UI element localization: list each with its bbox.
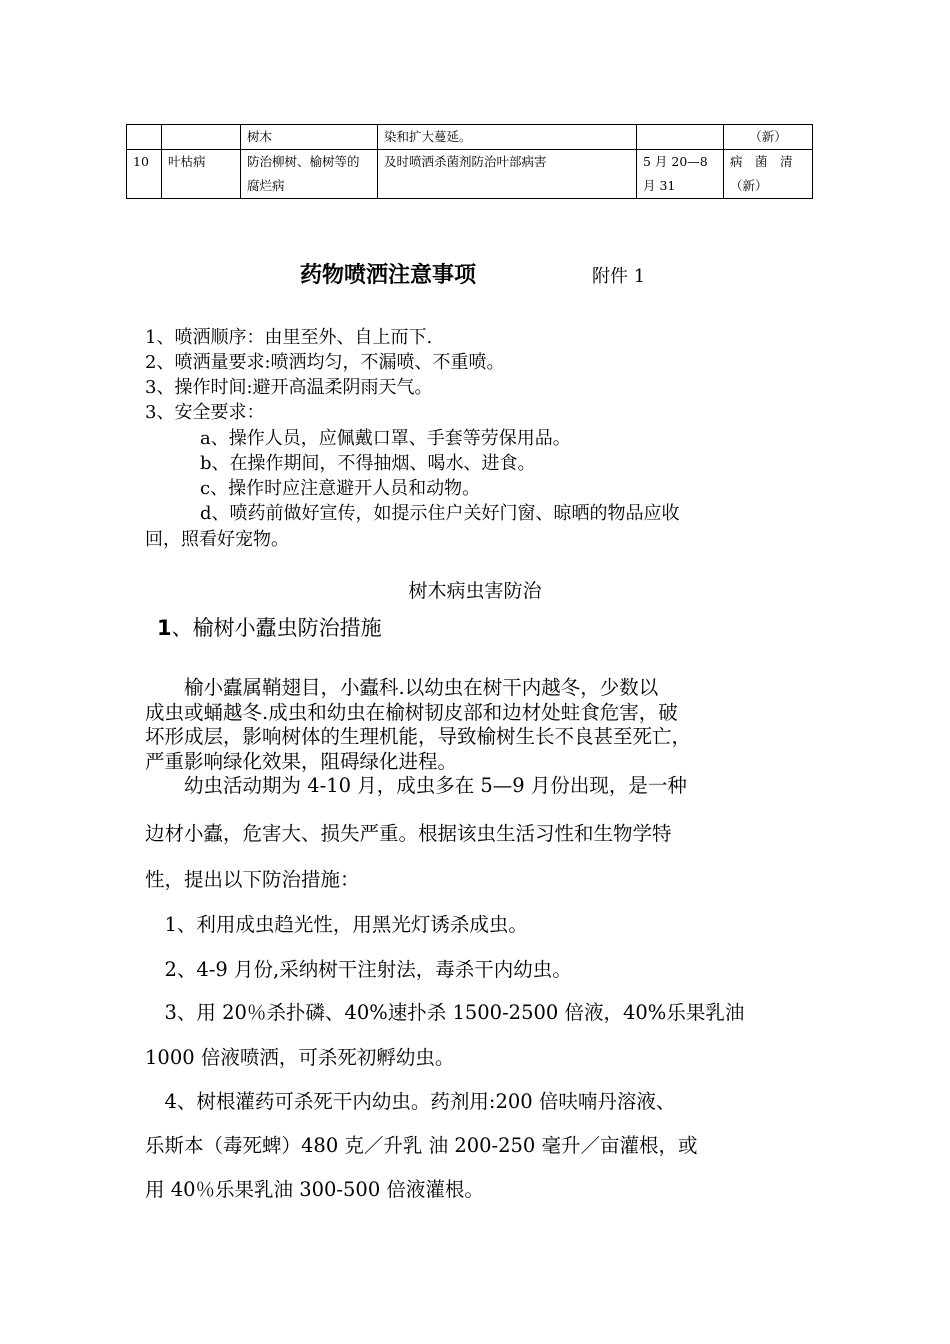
spray-rule: 3、操作时间:避开高温柔阴雨天气。 [145, 377, 433, 398]
table-cell: 10 [127, 150, 162, 199]
spray-rule: 2、喷洒量要求:喷洒均匀，不漏喷、不重喷。 [145, 352, 505, 373]
table-cell [637, 125, 724, 150]
spray-rule: 1、喷洒顺序：由里至外、自上而下. [145, 327, 433, 348]
table-cell: 病 菌 清（新） [724, 150, 813, 199]
table-cell: 防治柳树、榆树等的腐烂病 [241, 150, 378, 199]
text-line: 用 40％乐果乳油 300-500 倍液灌根。 [145, 1178, 484, 1201]
table-cell [162, 125, 241, 150]
elm-beetle-heading [157, 612, 382, 642]
pest-section-title: 树木病虫害防治 [408, 580, 542, 602]
heading-text: 、榆树小蠹虫防治措施 [171, 616, 382, 640]
safety-item: c、操作时应注意避开人员和动物。 [200, 478, 481, 499]
paragraph-line: 坏形成层，影响树体的生理机能，导致榆树生长不良甚至死亡， [145, 725, 692, 748]
text-line: 乐斯本（毒死蜱）480 克／升乳 油 200-250 毫升／亩灌根，或 [145, 1134, 698, 1157]
table-cell [127, 125, 162, 150]
paragraph-line: 幼虫活动期为 4-10 月，成虫多在 5—9 月份出现，是一种 [145, 774, 687, 797]
paragraph-line: 成虫或蛹越冬.成虫和幼虫在榆树韧皮部和边材处蛀食危害，破 [145, 700, 678, 724]
table-cell: （新） [724, 125, 813, 150]
table-cell: 叶枯病 [162, 150, 241, 199]
table-cell: 染和扩大蔓延。 [378, 125, 637, 150]
text-line: 性，提出以下防治措施： [145, 868, 360, 891]
paragraph-line: 榆小蠹属鞘翅目，小蠹科.以幼虫在树干内越冬，少数以 [145, 676, 659, 699]
measure-item: 1、利用成虫趋光性，用黑光灯诱杀成虫。 [145, 913, 528, 936]
safety-item-continuation: 回，照看好宠物。 [145, 529, 289, 550]
text-line: 1000 倍液喷洒，可杀死初孵幼虫。 [145, 1046, 455, 1069]
spray-rule: 3、安全要求： [145, 402, 265, 423]
intro-paragraph [145, 676, 810, 799]
table-cell: 树木 [241, 125, 378, 150]
safety-item: a、操作人员，应佩戴口罩、手套等劳保用品。 [200, 428, 571, 449]
spray-notes-title: 药物喷洒注意事项 [300, 263, 477, 288]
table-row [127, 125, 813, 150]
annex-label: 附件 1 [592, 266, 646, 287]
safety-item: b、在操作期间，不得抽烟、喝水、进食。 [200, 453, 536, 474]
safety-item: d、喷药前做好宣传，如提示住户关好门窗、晾晒的物品应收 [200, 503, 680, 524]
measure-item: 4、树根灌药可杀死干内幼虫。药剂用:200 倍呋喃丹溶液、 [145, 1090, 676, 1113]
measure-item: 2、4-9 月份,采纳树干注射法，毒杀干内幼虫。 [145, 958, 572, 981]
measure-item: 3、用 20％杀扑磷、40%速扑杀 1500-2500 倍液，40%乐果乳油 [145, 1001, 745, 1024]
table-cell: 及时喷洒杀菌剂防治叶部病害 [378, 150, 637, 199]
pest-control-table [126, 124, 813, 199]
text-line: 边材小蠹，危害大、损失严重。根据该虫生活习性和生物学特 [145, 822, 672, 845]
heading-number: 1 [157, 616, 172, 640]
table-row [127, 150, 813, 199]
table-cell: 5 月 20—8 月 31 [637, 150, 724, 199]
paragraph-line: 严重影响绿化效果，阻碍绿化进程。 [145, 749, 458, 773]
